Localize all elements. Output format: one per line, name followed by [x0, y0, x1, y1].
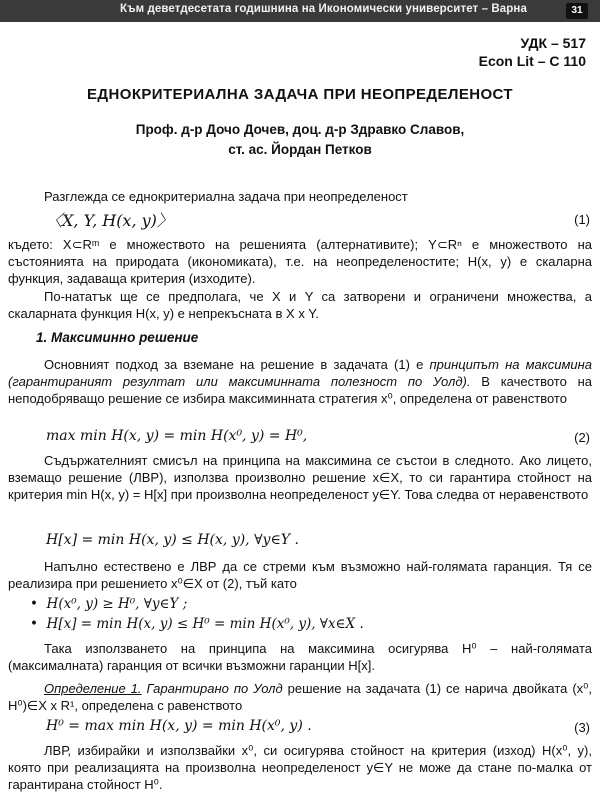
section-heading: 1. Максиминно решение	[36, 330, 199, 345]
definition-text: решение на задачата (1) се нарича двойката (x⁰, H⁰)∈X x R¹, определена с равенството	[8, 681, 592, 713]
p1-end: В качеството на неподобряващо решение се избира максиминната стратегия x⁰, определена от равенството	[8, 374, 592, 406]
formula-3: H[x] = min H(x, y) ≤ H(x, y), ∀y∈Y .	[46, 532, 299, 548]
bullet-1: • H(x⁰, y) ≥ H⁰, ∀y∈Y ;	[30, 596, 188, 612]
section1-paragraph-2: Съдържателният смисъл на принципа на максимина се състои в следното. Ако лицето, вземащо решение (ЛВР), използва произволно решение x∈X, то си гарантира стойност на критерия min H(x, y) = H[x] при произволна неопределеност y∈Y. Това следва от неравенството	[8, 453, 592, 502]
formula-1: 〈X, Y, H(x, y)〉	[46, 211, 173, 230]
running-title: Към деветдесетата годишнина на Икономически университет – Варна	[120, 3, 527, 15]
udk-code: УДК – 517	[520, 35, 586, 51]
formula-2: max min H(x, y) = min H(x⁰, y) = H⁰,	[46, 428, 308, 444]
equation-number-3: (3)	[574, 720, 590, 735]
section1-paragraph-5: ЛВР, избирайки и използвайки x⁰, си осигурява стойност на критерия (изход) H(x⁰, y), която при реализацията на произволна неопределеност y∈Y не може да стане по-малка от гарантирана стойност H⁰.	[8, 743, 592, 792]
bullet-1-text: H(x⁰, y) ≥ H⁰, ∀y∈Y ;	[46, 596, 188, 612]
classification-codes	[479, 34, 586, 70]
intro-paragraph-2: където: X⊂Rᵐ е множеството на решенията (алтернативите); Y⊂Rⁿ е множеството на състоянията на природата (икономиката), т.е. на неопределеностите; H(x, y) е скаларна функция, задаваща критерия (изходите).	[8, 237, 592, 286]
running-header	[0, 0, 600, 22]
section1-paragraph-1	[8, 356, 592, 407]
authors-line-2: ст. ас. Йордан Петков	[228, 142, 372, 157]
equation-number-2: (2)	[574, 430, 590, 445]
intro-paragraph-3: По-нататък ще се предполага, че X и Y са затворени и ограничени множества, а скаларната функция H(x, y) е непрекъсната в X x Y.	[8, 289, 592, 321]
paper-title: ЕДНОКРИТЕРИАЛНА ЗАДАЧА ПРИ НЕОПРЕДЕЛЕНОСТ	[87, 86, 513, 103]
intro-paragraph-1: Разглежда се еднокритериална задача при неопределеност	[44, 189, 408, 204]
equation-number-1: (1)	[574, 212, 590, 227]
p1-start: Основният подход за вземане на решение в задачата (1) е	[44, 357, 430, 372]
definition-emphasis: Гарантирано по Уолд	[141, 681, 283, 696]
page-number: 31	[566, 3, 588, 19]
bullet-2: • H[x] = min H(x, y) ≤ H⁰ = min H(x⁰, y), ∀x∈X .	[30, 616, 364, 632]
authors-line-1: Проф. д-р Дочо Дочев, доц. д-р Здравко Славов,	[135, 122, 465, 137]
p1-emphasis: принципът на максимина (гарантираният резултат или максиминната полезност по Уолд).	[8, 357, 592, 389]
formula-4: H⁰ = max min H(x, y) = min H(x⁰, y) .	[46, 718, 312, 734]
definition-label: Определение 1.	[44, 681, 142, 696]
econlit-code: Econ Lit – C 110	[478, 53, 586, 69]
bullet-2-text: H[x] = min H(x, y) ≤ H⁰ = min H(x⁰, y), ∀x∈X .	[46, 616, 364, 632]
definition-1	[8, 680, 592, 714]
section1-paragraph-3: Напълно естествено е ЛВР да се стреми към възможно най-голямата гаранция. Тя се реализира при решението x⁰∈X от (2), тъй като	[8, 559, 592, 591]
section1-paragraph-4: Така използването на принципа на максимина осигурява H⁰ – най-голямата (максималната) гаранция от всички възможни гаранции H[x].	[8, 641, 592, 673]
authors	[0, 120, 600, 160]
